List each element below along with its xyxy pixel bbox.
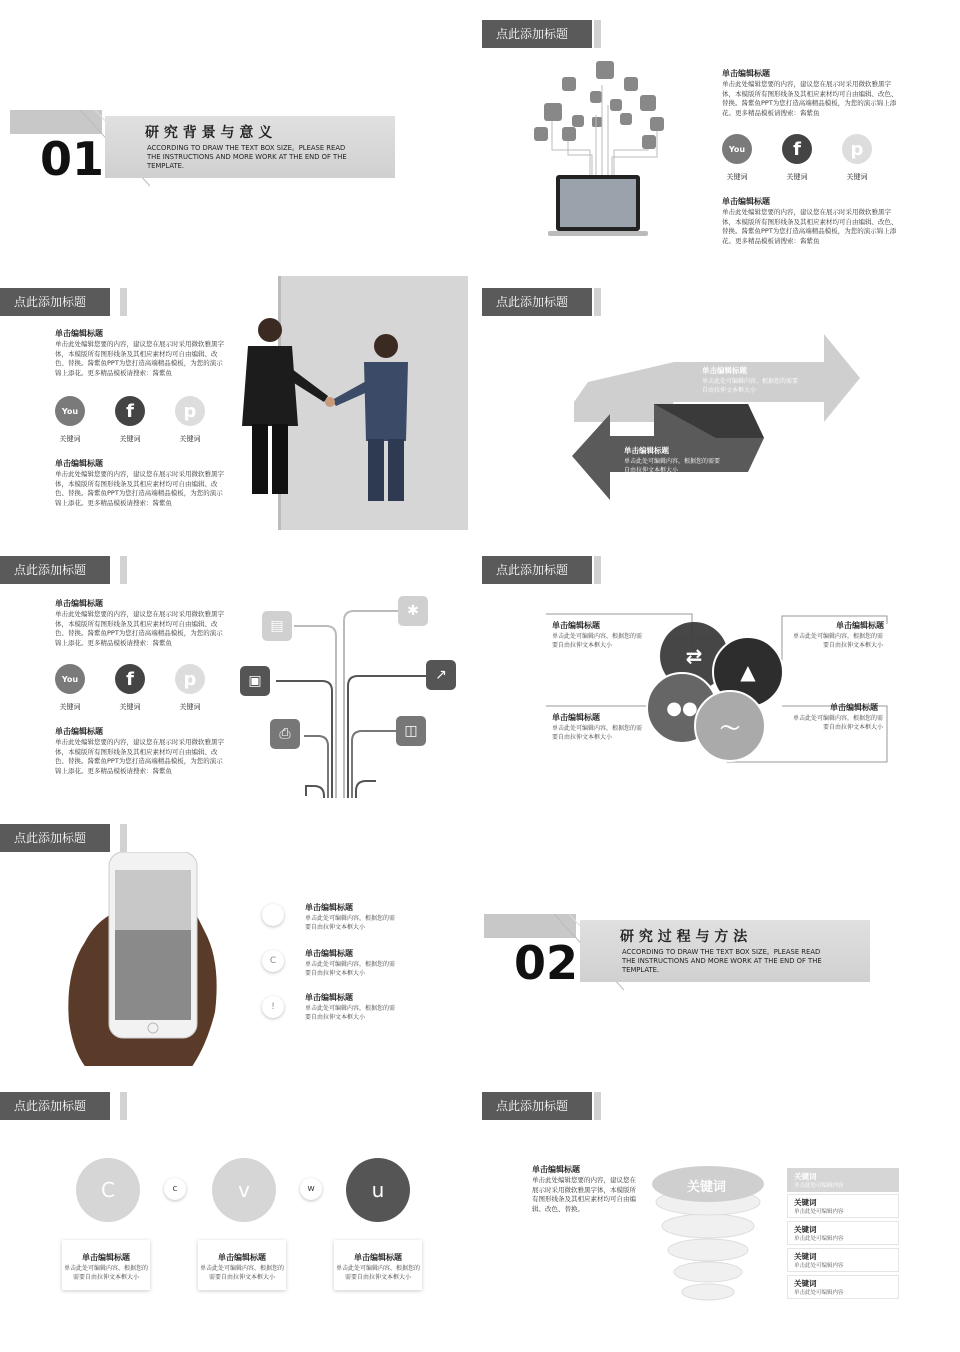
chart-icon[interactable]: 〜 <box>694 690 766 762</box>
section-title: 研 究 背 景 与 意 义 <box>145 125 273 141</box>
slide-circles <box>482 536 950 798</box>
bag-icon[interactable]: ◫ <box>396 716 426 746</box>
circle-heading-3: 单击编辑标题 <box>552 713 600 722</box>
hand-phone-image <box>55 852 225 1066</box>
document-icon[interactable]: ▤ <box>262 611 292 641</box>
process-card-2 <box>198 1240 286 1290</box>
gear-icon[interactable]: ✱ <box>398 596 428 626</box>
tag-accent <box>120 824 127 852</box>
phone-text-3: 单击此处可编辑内容，根据您的需要自由拉伸文本框大小 <box>305 1005 396 1021</box>
process-connector-2: w <box>300 1178 322 1200</box>
social-label-2: 关键词 <box>119 435 141 443</box>
facebook-icon[interactable]: f <box>115 664 145 694</box>
funnel-row-title: 关键词 <box>794 1198 817 1207</box>
circle-heading-1: 单击编辑标题 <box>552 621 600 630</box>
youtube-icon[interactable]: You <box>55 396 85 426</box>
heading-1: 单击编辑标题 <box>55 329 103 338</box>
paragraph-1: 单击此处编辑您要的内容，建议您在展示时采用微软雅黑字体，本模版所有图形线条及其相应素材均可自由编辑、改色、替换。酱紫鱼PPT为您打造高端精品模板，为您的演示锦上添花。更多精品模板请搜索：酱紫鱼 <box>55 610 224 647</box>
funnel-row-sub: 单击此处可编辑内容 <box>794 1290 844 1296</box>
slide-tag[interactable]: 点此添加标题 <box>482 20 592 48</box>
tag-accent <box>594 556 601 584</box>
process-connector-1: c <box>164 1178 186 1200</box>
social-label-1: 关键词 <box>59 703 81 711</box>
funnel-row-title: 关键词 <box>794 1279 817 1288</box>
slide-handshake <box>0 268 468 530</box>
process-card-text: 单击此处可编辑内容，根据您的需要自由拉伸文本框大小 <box>336 1265 421 1281</box>
process-card-text: 单击此处可编辑内容，根据您的需要自由拉伸文本框大小 <box>200 1265 285 1281</box>
circle-text-3: 单击此处可编辑内容，根据您的需要自由拉伸文本框大小 <box>552 725 643 741</box>
process-card-text: 单击此处可编辑内容，根据您的需要自由拉伸文本框大小 <box>64 1265 149 1281</box>
funnel-row-title: 关键词 <box>794 1225 817 1234</box>
pinterest-icon[interactable]: p <box>175 664 205 694</box>
arrow-bottom-text: 单击此处可编辑内容，根据您的需要自由拉伸文本框大小 <box>624 458 721 474</box>
funnel-row-title: 关键词 <box>794 1172 817 1181</box>
tag-accent <box>120 1092 127 1120</box>
heading-2: 单击编辑标题 <box>55 459 103 468</box>
pinterest-icon[interactable]: p <box>842 134 872 164</box>
funnel-row-4[interactable] <box>787 1248 899 1272</box>
youtube-icon[interactable]: You <box>722 134 752 164</box>
briefcase-icon[interactable]: ▣ <box>240 666 270 696</box>
process-card-1 <box>62 1240 150 1290</box>
facebook-icon[interactable]: f <box>782 134 812 164</box>
paragraph-2: 单击此处编辑您要的内容，建议您在展示时采用微软雅黑字体，本模版所有图形线条及其相应素材均可自由编辑、改色、替换。酱紫鱼PPT为您打造高端精品模板，为您的演示锦上添花。更多精品模板请搜索：酱紫鱼 <box>55 470 224 507</box>
social-label-1: 关键词 <box>59 435 81 443</box>
paragraph-1: 单击此处编辑您要的内容，建议您在展示时采用微软雅黑字体，本模版所有图形线条及其相应素材均可自由编辑、改色、替换。酱紫鱼PPT为您打造高端精品模板，为您的演示锦上添花。更多精品模板请搜索：酱紫鱼 <box>722 80 898 117</box>
circle-text-1: 单击此处可编辑内容，根据您的需要自由拉伸文本框大小 <box>552 633 643 649</box>
social-label-1: 关键词 <box>726 173 748 181</box>
social-label-3: 关键词 <box>846 173 868 181</box>
facebook-icon[interactable]: f <box>115 396 145 426</box>
paragraph-1: 单击此处编辑您要的内容，建议您在展示时采用微软雅黑字体，本模版所有图形线条及其相应素材均可自由编辑、改色、替换。酱紫鱼PPT为您打造高端精品模板，为您的演示锦上添花。更多精品模板请搜索：酱紫鱼 <box>55 340 224 377</box>
circle-text-2: 单击此处可编辑内容，根据您的需要自由拉伸文本框大小 <box>792 633 883 649</box>
process-card-heading: 单击编辑标题 <box>82 1253 130 1262</box>
process-card-heading: 单击编辑标题 <box>218 1253 266 1262</box>
funnel-text: 单击此处编辑您要的内容，建议您在展示时采用微软雅黑字体，本模版所有图形线条及其相应素材均可自由编辑、改色、替换。 <box>532 1176 636 1213</box>
heading-2: 单击编辑标题 <box>55 727 103 736</box>
paragraph-2: 单击此处编辑您要的内容，建议您在展示时采用微软雅黑字体，本模版所有图形线条及其相应素材均可自由编辑、改色、替换。酱紫鱼PPT为您打造高端精品模板，为您的演示锦上添花。更多精品模板请搜索：酱紫鱼 <box>55 738 224 775</box>
slide-tag[interactable]: 点此添加标题 <box>0 288 110 316</box>
slide-funnel <box>482 1072 950 1334</box>
phone-text-2: 单击此处可编辑内容，根据您的需要自由拉伸文本框大小 <box>305 961 396 977</box>
section-number: 02 <box>514 936 579 990</box>
slide-section-02 <box>482 804 950 1066</box>
shuffle-icon[interactable]: ⇄ <box>660 622 728 690</box>
cone-icon[interactable]: ▲ <box>712 636 784 708</box>
arrow-diagram <box>570 332 860 512</box>
funnel-keyword: 关键词 <box>687 1180 727 1195</box>
slide-tag[interactable]: 点此添加标题 <box>482 288 592 316</box>
process-card-3 <box>334 1240 422 1290</box>
arrow-top-text: 单击此处可编辑内容，根据您的需要自由拉伸文本框大小 <box>702 378 799 394</box>
tag-accent <box>594 1092 601 1120</box>
process-step-2[interactable]: v <box>212 1158 276 1222</box>
slide-tag[interactable]: 点此添加标题 <box>482 556 592 584</box>
section-title: 研 究 过 程 与 方 法 <box>620 929 748 945</box>
process-step-1[interactable]: C <box>76 1158 140 1222</box>
funnel-row-2[interactable] <box>787 1194 899 1218</box>
slide-social-tree <box>482 0 950 262</box>
tag-accent <box>120 556 127 584</box>
funnel-row-sub: 单击此处可编辑内容 <box>794 1209 844 1215</box>
social-label-3: 关键词 <box>179 435 201 443</box>
slide-phone <box>0 804 468 1066</box>
slide-tag[interactable]: 点此添加标题 <box>482 1092 592 1120</box>
bullet-icon-1 <box>262 904 284 926</box>
slide-tag[interactable]: 点此添加标题 <box>0 1092 110 1120</box>
funnel-row-sub: 单击此处可编辑内容 <box>794 1263 844 1269</box>
slide-icon-tree <box>0 536 468 798</box>
funnel-row-sub: 单击此处可编辑内容 <box>794 1183 844 1189</box>
phone-text-1: 单击此处可编辑内容，根据您的需要自由拉伸文本框大小 <box>305 915 396 931</box>
funnel-row-5[interactable] <box>787 1275 899 1299</box>
social-label-3: 关键词 <box>179 703 201 711</box>
group-icon[interactable]: ●● <box>646 672 718 744</box>
heading-1: 单击编辑标题 <box>722 69 770 78</box>
funnel-row-1[interactable] <box>787 1168 899 1192</box>
phone-heading-2: 单击编辑标题 <box>305 949 353 958</box>
circle-heading-2: 单击编辑标题 <box>836 621 884 630</box>
chart-icon[interactable]: ↗ <box>426 660 456 690</box>
pinterest-icon[interactable]: p <box>175 396 205 426</box>
process-card-heading: 单击编辑标题 <box>354 1253 402 1262</box>
slide-tag[interactable]: 点此添加标题 <box>0 824 110 852</box>
circle-text-4: 单击此处可编辑内容，根据您的需要自由拉伸文本框大小 <box>792 715 883 731</box>
social-label-2: 关键词 <box>119 703 141 711</box>
title-box <box>105 116 395 178</box>
funnel-row-3[interactable] <box>787 1221 899 1245</box>
tag-accent <box>594 20 601 48</box>
section-subtitle: ACCORDING TO DRAW THE TEXT BOX SIZE。PLEASE READ THE INSTRUCTIONS AND MORE WORK AT THE END OF THE TEMPLATE. <box>147 144 347 170</box>
heading-1: 单击编辑标题 <box>55 599 103 608</box>
slide-arrows <box>482 268 950 530</box>
funnel-row-title: 关键词 <box>794 1252 817 1261</box>
phone-heading-3: 单击编辑标题 <box>305 993 353 1002</box>
arrow-bottom-title: 单击编辑标题 <box>624 446 669 455</box>
circle-heading-4: 单击编辑标题 <box>830 703 878 712</box>
tag-accent <box>594 288 601 316</box>
heading-2: 单击编辑标题 <box>722 197 770 206</box>
bullet-icon-2: C <box>262 950 284 972</box>
title-box <box>580 920 870 982</box>
slide-tag[interactable]: 点此添加标题 <box>0 556 110 584</box>
funnel-row-sub: 单击此处可编辑内容 <box>794 1236 844 1242</box>
tag-accent <box>120 288 127 316</box>
funnel-heading: 单击编辑标题 <box>532 1165 580 1174</box>
slide-section-01 <box>0 20 468 282</box>
businessmen-image <box>238 316 418 516</box>
social-label-2: 关键词 <box>786 173 808 181</box>
arrow-top-title: 单击编辑标题 <box>702 366 747 375</box>
social-tree-diagram <box>532 55 672 245</box>
slide-process <box>0 1072 468 1334</box>
section-subtitle: ACCORDING TO DRAW THE TEXT BOX SIZE。PLEASE READ THE INSTRUCTIONS AND MORE WORK AT THE END OF THE TEMPLATE. <box>622 948 822 974</box>
section-number: 01 <box>40 132 105 186</box>
youtube-icon[interactable]: You <box>55 664 85 694</box>
process-step-3[interactable]: u <box>346 1158 410 1222</box>
paragraph-2: 单击此处编辑您要的内容，建议您在展示时采用微软雅黑字体，本模版所有图形线条及其相应素材均可自由编辑、改色、替换。酱紫鱼PPT为您打造高端精品模板，为您的演示锦上添花。更多精品模板请搜索：酱紫鱼 <box>722 208 898 245</box>
bullet-icon-3: ! <box>262 996 284 1018</box>
phone-heading-1: 单击编辑标题 <box>305 903 353 912</box>
printer-icon[interactable]: ⎙ <box>270 719 300 749</box>
